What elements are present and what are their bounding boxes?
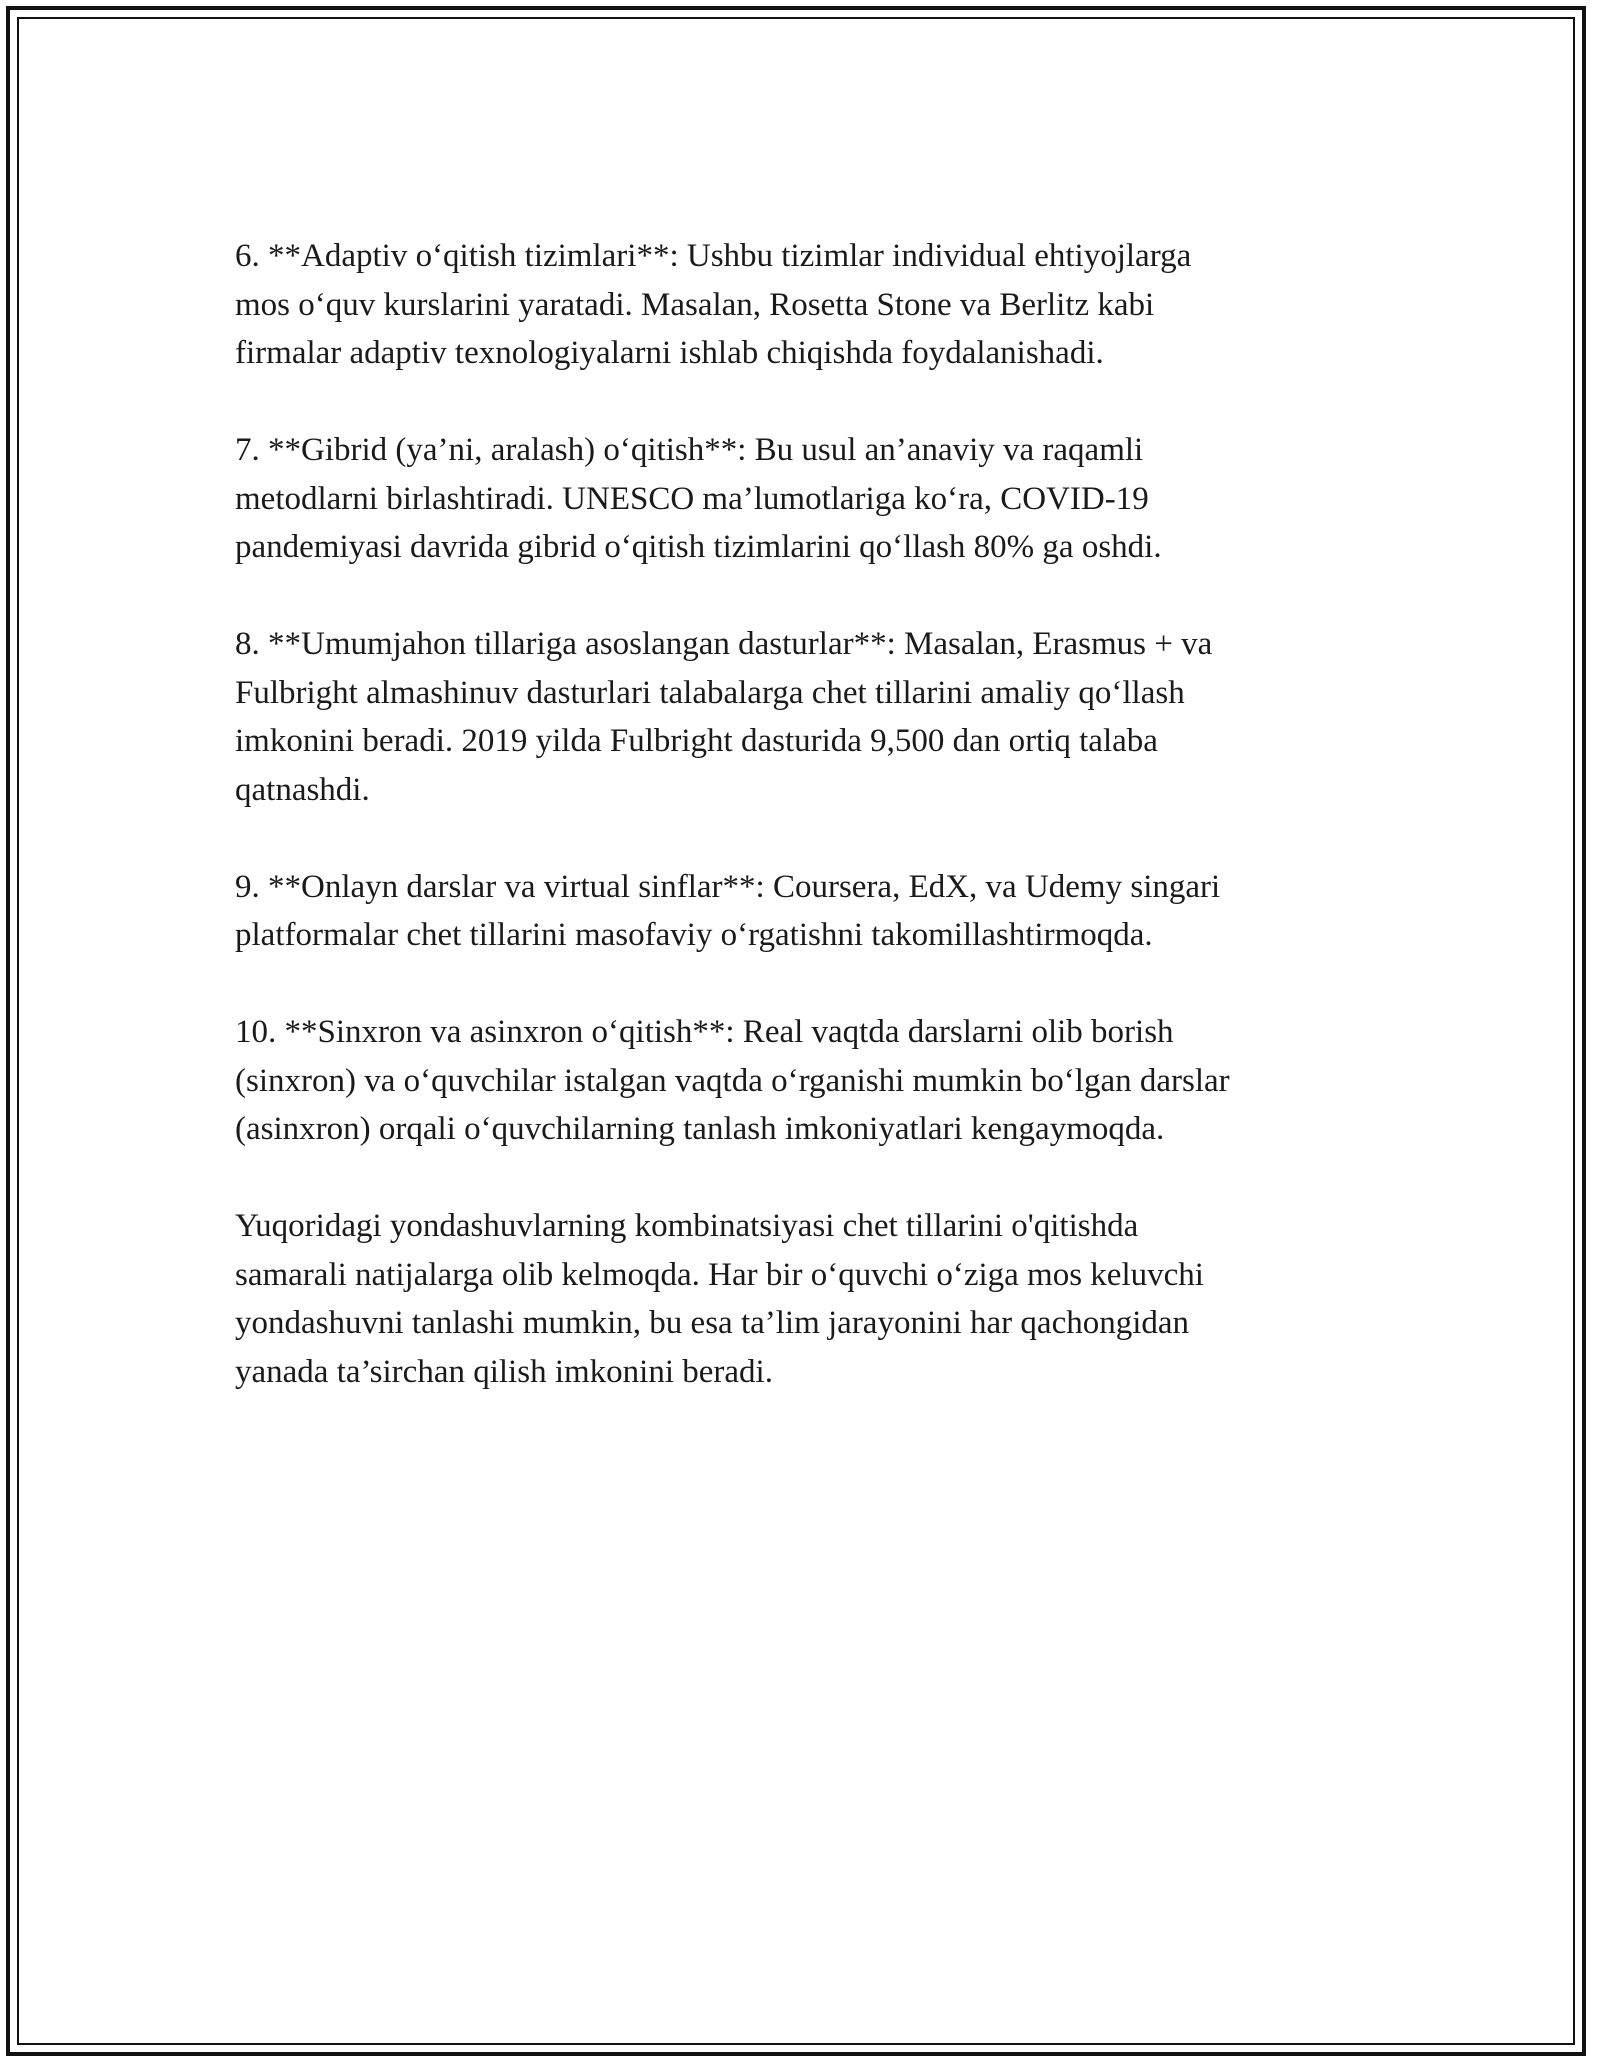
text-line: pandemiyasi davrida gibrid oʻqitish tizimlarini qoʻllash 80% ga oshdi.	[235, 529, 1162, 565]
paragraph-conclusion	[235, 1202, 1385, 1396]
text-line: 9. **Onlayn darslar va virtual sinflar**: Coursera, EdX, va Udemy singari	[235, 868, 1221, 905]
text-line: samarali natijalarga olib kelmoqda. Har bir oʻquvchi oʻziga mos keluvchi	[235, 1256, 1204, 1293]
text-line: mos oʻquv kurslarini yaratadi. Masalan, Rosetta Stone va Berlitz kabi	[235, 286, 1155, 323]
text-line: 8. **Umumjahon tillariga asoslangan dasturlar**: Masalan, Erasmus + va	[235, 626, 1213, 662]
text-line: Fulbright almashinuv dasturlari talabalarga chet tillarini amaliy qoʻllash	[235, 674, 1185, 711]
text-line: platformalar chet tillarini masofaviy oʻrgatishni takomillashtirmoqda.	[235, 917, 1153, 953]
paragraph-hybrid-learning	[235, 426, 1385, 572]
paragraph-sync-async	[235, 1008, 1385, 1154]
text-line: 7. **Gibrid (ya’ni, aralash) oʻqitish**: Bu usul an’anaviy va raqamli	[235, 432, 1144, 468]
text-line: firmalar adaptiv texnologiyalarni ishlab chiqishda foydalanishadi.	[235, 335, 1104, 371]
text-line: Yuqoridagi yondashuvlarning kombinatsiyasi chet tillarini o'qitishda	[235, 1208, 1139, 1244]
text-line: metodlarni birlashtiradi. UNESCO ma’lumotlariga koʻra, COVID-19	[235, 480, 1149, 517]
document-body	[235, 232, 1385, 1445]
text-line: yanada ta’sirchan qilish imkonini beradi.	[235, 1353, 773, 1390]
text-line: 10. **Sinxron va asinxron oʻqitish**: Real vaqtda darslarni olib borish	[235, 1014, 1174, 1050]
paragraph-online-classes	[235, 863, 1385, 960]
text-line: qatnashdi.	[235, 771, 370, 808]
text-line: 6. **Adaptiv oʻqitish tizimlari**: Ushbu tizimlar individual ehtiyojlarga	[235, 238, 1192, 274]
text-line: (asinxron) orqali oʻquvchilarning tanlash imkoniyatlari kengaymoqda.	[235, 1111, 1165, 1147]
text-line: yondashuvni tanlashi mumkin, bu esa ta’lim jarayonini har qachongidan	[235, 1305, 1190, 1341]
text-line: (sinxron) va oʻquvchilar istalgan vaqtda oʻrganishi mumkin boʻlgan darslar	[235, 1062, 1230, 1099]
paragraph-adaptive-learning	[235, 232, 1385, 378]
text-line: imkonini beradi. 2019 yilda Fulbright dasturida 9,500 dan ortiq talaba	[235, 723, 1158, 759]
paragraph-exchange-programs	[235, 620, 1385, 814]
